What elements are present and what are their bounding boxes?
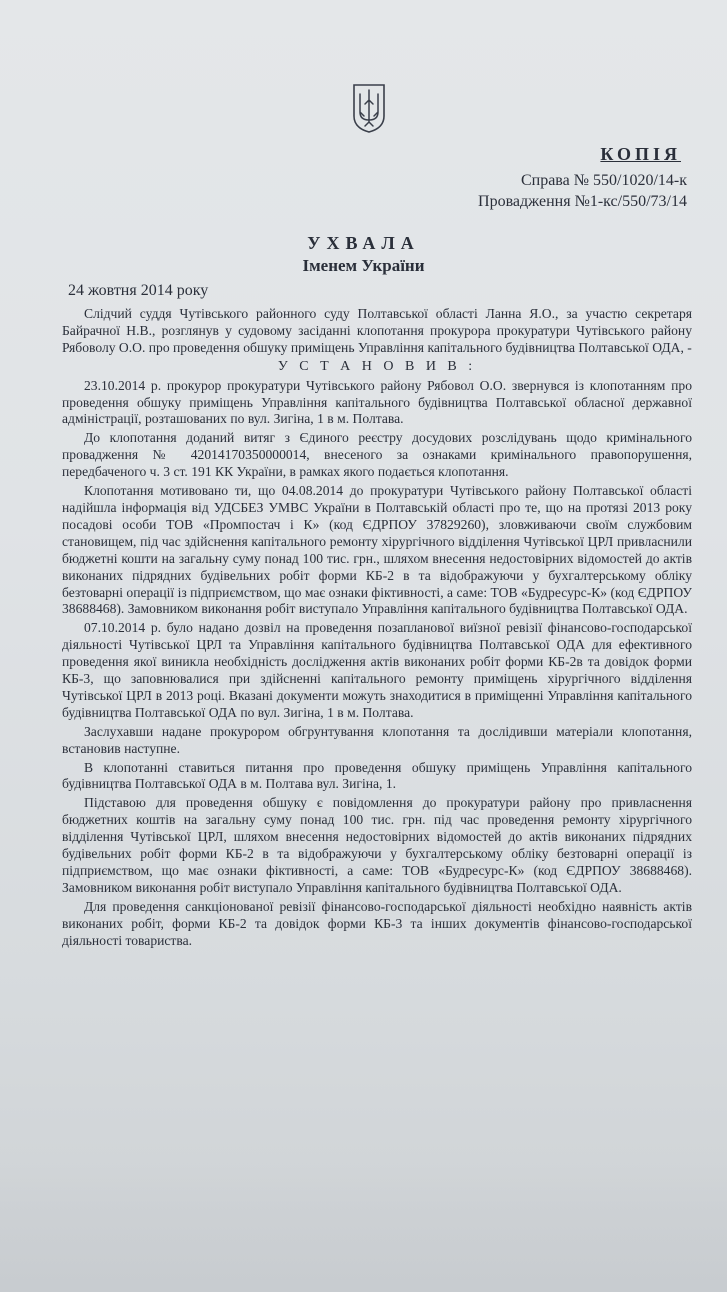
- proceeding-number: Провадження №1-кс/550/73/14: [478, 193, 687, 210]
- body-paragraph: Заслухавши надане прокурором обгрунтування клопотання та дослідивши матеріали клопотання, встановив наступне.: [62, 723, 692, 756]
- body-paragraph: В клопотанні ставиться питання про проведення обшуку приміщень Управління капітального будівництва Полтавської ОДА в м. Полтава вул. Зигіна, 1.: [62, 759, 692, 792]
- coat-of-arms-trident-icon: [352, 82, 386, 134]
- case-reference: [478, 170, 687, 212]
- body-paragraph: Клопотання мотивовано ти, що 04.08.2014 до прокуратури Чутівського району Полтавської області надійшла інформація від УДСБЕЗ УМВС України в Полтавській області про те, що на протязі 2013 року посадові особи ТОВ «Промпостач і К» (код ЄДРПОУ 37829260), зловживаючи своїм службовим становищем, під час здійснення капітального ремонту хірургічного відділення Чутівської ЦРЛ привласнили бюджетні кошти на загальну суму понад 100 тис. грн., шляхом внесення недостовірних відомостей до актів виконаних підрядних будівельних робіт форми КБ-2 в та відображуючи у бухгалтерському обліку безтоварні операції із підприємством, що має ознаки фіктивності, а саме: ТОВ «Будресурс-К» (код ЄДРПОУ 38688468). Замовником виконання робіт виступало Управління капітального будівництва Полтавської ОДА.: [62, 483, 692, 617]
- document-subtitle: Іменем України: [302, 256, 425, 275]
- document-date: 24 жовтня 2014 року: [68, 282, 209, 299]
- body-paragraph: Для проведення санкціонованої ревізії фінансово-господарської діяльності необхідно наявність актів виконаних робіт, форми КБ-2 та довідок форми КБ-3 та інших документів фінансово-господарської діяльності товариства.: [62, 898, 692, 948]
- body-paragraph: 07.10.2014 р. було надано дозвіл на проведення позапланової виїзної ревізії фінансово-господарської діяльності Чутівської ЦРЛ та Управління капітального будівництва Полтавської ОДА для ефективного проведення якої виникла необхідність дослідження актів виконаних робіт форми КБ-2в та довідок форми КБ-3, що заповнювалися при здійсненні капітального ремонту приміщень хірургічного відділення Чутівської ЦРЛ в 2013 році. Вказані документи можуть знаходитися в приміщенні Управління капітального будівництва Полтавської ОДА по вул. Зигіна, 1 в м. Полтава.: [62, 620, 692, 720]
- document-title: УХВАЛА: [307, 233, 420, 253]
- page-shadow: [0, 1162, 727, 1292]
- copy-mark: КОПІЯ: [600, 144, 681, 164]
- intro-paragraph: Слідчий суддя Чутівського районного суду Полтавської області Ланна Я.О., за участю секретаря Байрачної Н.В., розглянув у судовому засіданні клопотання прокурора прокуратури Чутівського району Рябоволу О.О. про проведення обшуку приміщень Управління капітального будівництва Полтавської ОДА, -: [62, 306, 692, 355]
- document-body: [62, 306, 692, 952]
- case-number: Справа № 550/1020/14-к: [520, 172, 687, 189]
- body-paragraph: 23.10.2014 р. прокурор прокуратури Чутівського району Рябовол О.О. звернувся із клопотанням про проведення обшуку приміщень Управління капітального будівництва Полтавської обласної державної адміністрації, розташованих по вул. Зигіна, 1 в м. Полтава.: [62, 377, 692, 427]
- body-paragraph: Підставою для проведення обшуку є повідомлення до прокуратури району про привласнення бюджетних коштів на загальну суму понад 100 тис. грн. під час проведення ремонту хірургічного відділення Чутівської ЦРЛ, шляхом внесення недостовірних відомостей до актів виконаних підрядних будівельних робіт форми КБ-2 в та відображуючи у бухгалтерському обліку безтоварні операції із підприємством, що має ознаки фіктивності, а саме: ТОВ «Будресурс-К» (код ЄДРПОУ 38688468). Замовником виконання робіт виступало Управління капітального будівництва Полтавської ОДА.: [62, 795, 692, 895]
- established-heading: У С Т А Н О В И В :: [277, 358, 477, 374]
- body-paragraph: До клопотання доданий витяг з Єдиного реєстру досудових розслідувань щодо кримінального провадження № 42014170350000014, внесеного за ознаками кримінального правопорушення, передбаченого ч. 3 ст. 191 КК України, в рамках якого подається клопотання.: [62, 430, 692, 480]
